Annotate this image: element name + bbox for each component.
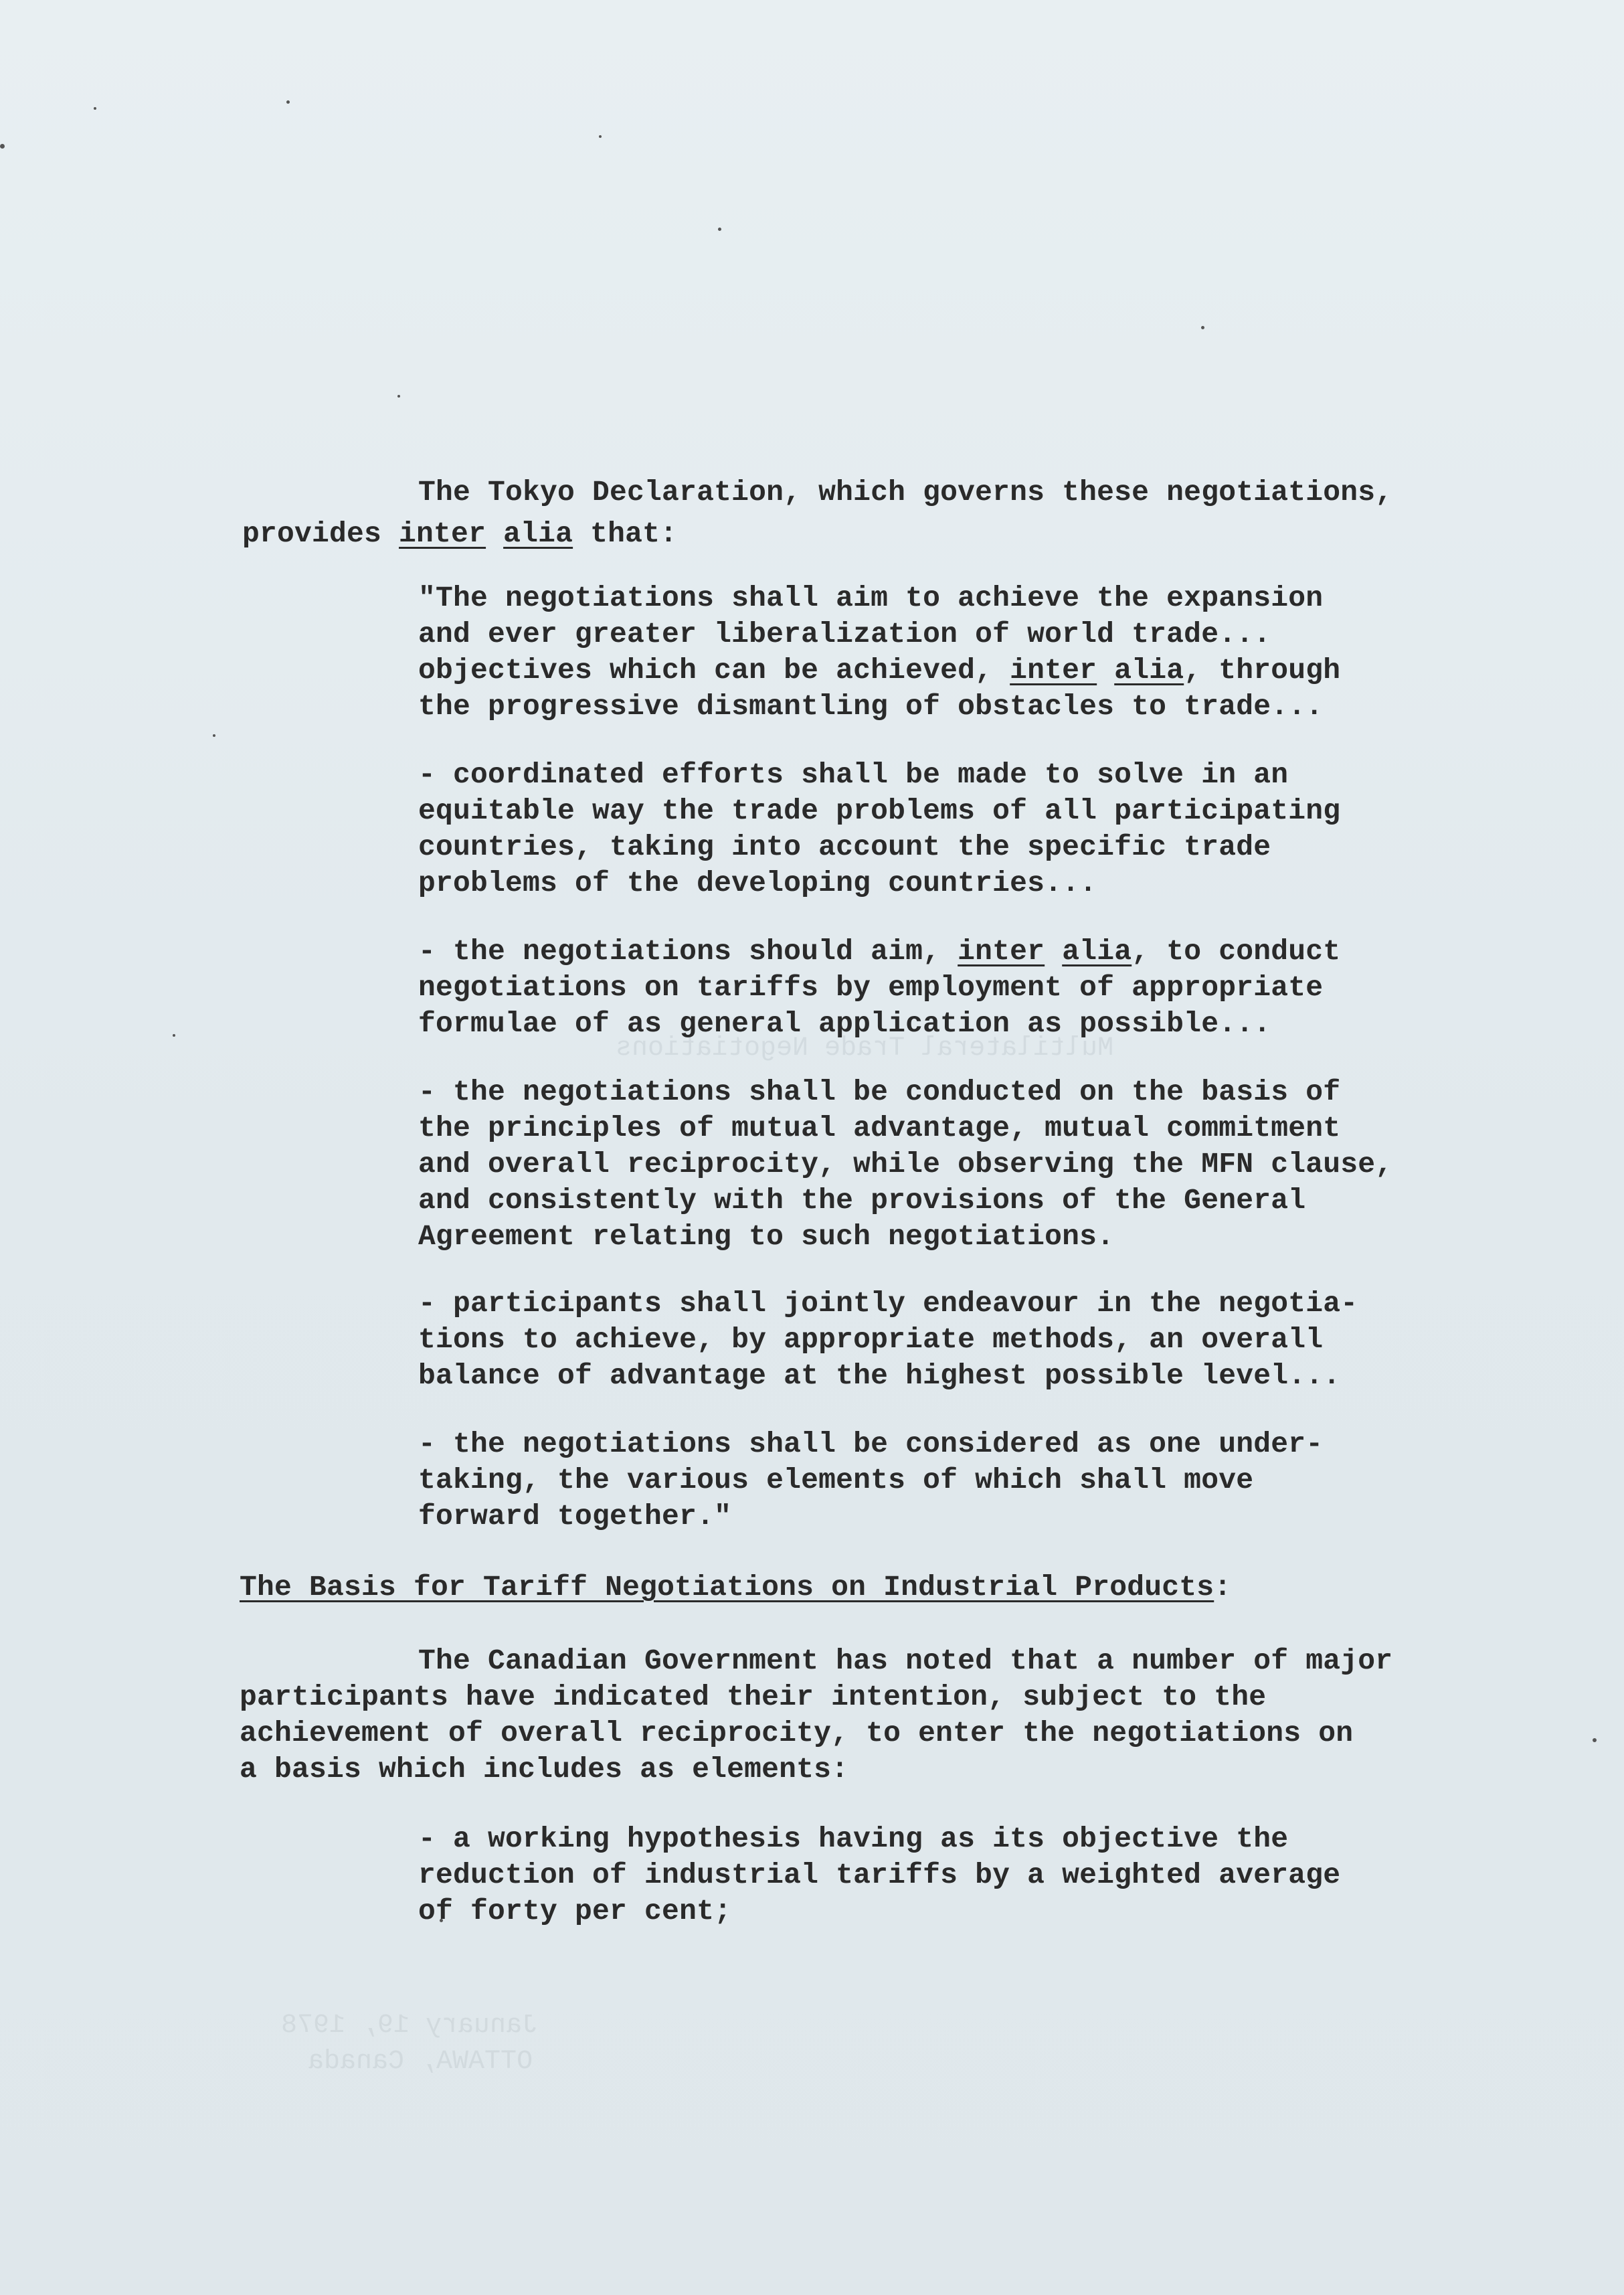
inter-emphasis: inter [958, 935, 1045, 968]
quote-p5-line-1: - participants shall jointly endeavour in the negotia- [418, 1287, 1358, 1320]
alia-emphasis: alia [503, 517, 573, 550]
quote-p4-line-1: - the negotiations shall be conducted on the basis of [418, 1076, 1341, 1108]
inter-emphasis: inter [1010, 654, 1097, 687]
quote-p6-line-1: - the negotiations shall be considered as one under- [418, 1428, 1324, 1460]
quote-p3-l1-suffix: , to conduct [1132, 935, 1341, 968]
quote-p2-line-2: equitable way the trade problems of all participating [418, 794, 1341, 827]
speck [173, 1034, 175, 1037]
bullet-line-3: of forty per cent; [418, 1895, 732, 1928]
speck [286, 100, 290, 104]
quote-p4-line-3: and overall reciprocity, while observing the MFN clause, [418, 1148, 1393, 1181]
quote-p5-line-3: balance of advantage at the highest possible level... [418, 1359, 1341, 1392]
intro-prefix: provides [242, 517, 399, 550]
body-line-3: achievement of overall reciprocity, to enter the negotiations on [240, 1717, 1354, 1750]
quote-p2-line-3: countries, taking into account the specific trade [418, 831, 1271, 863]
intro-line-2 [242, 516, 677, 552]
quote-p5-line-2: tions to achieve, by appropriate methods, an overall [418, 1323, 1324, 1356]
quote-p1-line-4: the progressive dismantling of obstacles to trade... [418, 690, 1324, 723]
quote-p3-line-3: formulae of as general application as possible... [418, 1007, 1271, 1040]
speck [599, 135, 602, 138]
quote-p4-line-2: the principles of mutual advantage, mutual commitment [418, 1112, 1341, 1144]
bleedthrough-title: Multilateral Trade Negotiations [616, 1033, 1114, 1064]
body-line-4: a basis which includes as elements: [240, 1753, 849, 1786]
quote-p2-line-1: - coordinated efforts shall be made to solve in an [418, 758, 1289, 791]
bullet-line-2: reduction of industrial tariffs by a weighted average [418, 1859, 1341, 1891]
quote-p3-line-2: negotiations on tariffs by employment of appropriate [418, 971, 1324, 1004]
speck [1593, 1738, 1597, 1742]
intro-suffix: that: [573, 517, 678, 550]
speck [718, 228, 721, 231]
intro-line-1: The Tokyo Declaration, which governs these negotiations, [418, 476, 1393, 509]
quote-p1-line-2: and ever greater liberalization of world trade... [418, 618, 1271, 651]
bleedthrough-date: January 19, 1978 [281, 2011, 539, 2041]
inter-emphasis: inter [399, 517, 486, 550]
quote-p3-l1-prefix: - the negotiations should aim, [418, 935, 958, 968]
section-heading [240, 1569, 1231, 1606]
body-line-2: participants have indicated their intention, subject to the [240, 1681, 1267, 1713]
bleedthrough-place: OTTAWA, Canada [308, 2047, 533, 2077]
alia-emphasis: alia [1062, 935, 1132, 968]
quote-p4-line-5: Agreement relating to such negotiations. [418, 1220, 1115, 1253]
speck [94, 107, 96, 110]
section-heading-text: The Basis for Tariff Negotiations on Industrial Products [240, 1571, 1214, 1604]
speck [0, 144, 5, 149]
quote-p6-line-2: taking, the various elements of which shall move [418, 1464, 1254, 1497]
quote-p2-line-4: problems of the developing countries... [418, 867, 1097, 900]
quote-p6-line-3: forward together." [418, 1500, 732, 1533]
speck [213, 734, 215, 737]
quote-p3-line-1 [418, 934, 1340, 970]
speck [1201, 326, 1204, 329]
section-heading-colon: : [1214, 1571, 1232, 1604]
speck [397, 395, 400, 398]
quote-p4-line-4: and consistently with the provisions of the General [418, 1184, 1306, 1217]
quote-p1-l3-prefix: objectives which can be achieved, [418, 654, 1010, 687]
bullet-line-1: - a working hypothesis having as its objective the [418, 1822, 1289, 1855]
quote-p1-line-3 [418, 653, 1340, 689]
quote-p1-l3-suffix: , through [1184, 654, 1341, 687]
alia-emphasis: alia [1114, 654, 1184, 687]
body-line-1: The Canadian Government has noted that a number of major [418, 1644, 1393, 1677]
quote-p1-line-1: "The negotiations shall aim to achieve the expansion [418, 582, 1324, 614]
